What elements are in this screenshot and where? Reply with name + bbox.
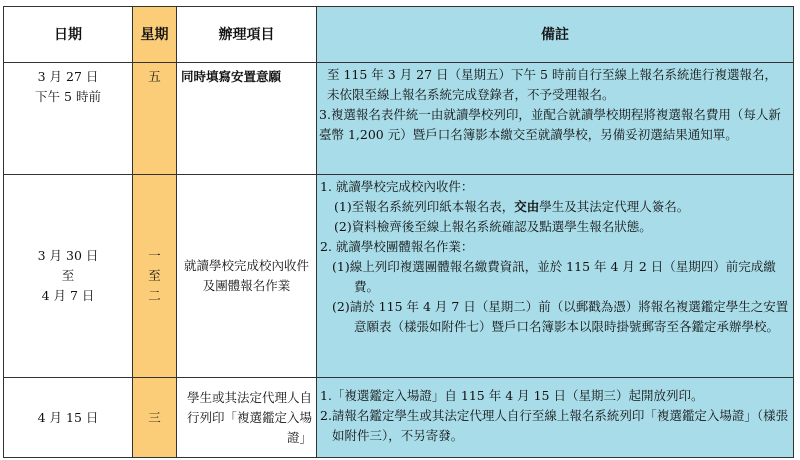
week-text: 一 (148, 248, 161, 263)
item-cell (177, 378, 317, 458)
time-text: 下午 5 時前 (35, 89, 101, 104)
note-line: 1.「複選鑑定入場證」自 115 年 4 月 15 日（星期三）起開放列印。 (320, 388, 704, 403)
note-cell (317, 175, 794, 378)
date-text: 至 (61, 268, 75, 283)
table-row (4, 175, 794, 378)
date-text: 4 月 15 日 (37, 409, 99, 425)
week-cell (133, 63, 177, 175)
header-date: 日期 (4, 7, 133, 63)
item-text: 學生或其法定代理人自行列印「複選鑑定入場證」 (186, 389, 312, 445)
item-cell (177, 175, 317, 378)
date-text: 4 月 7 日 (41, 288, 95, 303)
header-item: 辦理項目 (177, 7, 317, 63)
note-line: (2)請於 115 年 4 月 7 日（星期二）前（以郵戳為憑）將報名複選鑑定學生之安置意願表（樣張如附件七）暨戶口名簿影本以限時掛號郵寄至各鑑定承辦學校。 (332, 299, 789, 334)
table-row (4, 63, 794, 175)
week-text: 三 (148, 409, 161, 425)
item-text: 就讀學校完成校內收件及團體報名作業 (183, 258, 309, 293)
week-cell (133, 175, 177, 378)
date-cell (4, 378, 133, 458)
note-cell (317, 378, 794, 458)
week-text: 至 (148, 268, 161, 283)
week-text: 二 (148, 288, 161, 303)
note-line: (1)至報名系統列印紙本報名表，交由學生及其法定代理人簽名。 (334, 199, 690, 214)
table-row (4, 378, 794, 458)
date-cell (4, 63, 133, 175)
header-week: 星期 (133, 7, 177, 63)
note-line: 3.複選報名表件統一由就讀學校列印，並配合就讀學校期程將複選報名費用（每人新臺幣 1,200 元）暨戶口名簿影本繳交至就讀學校，另備妥初選結果通知單。 (319, 107, 781, 142)
week-text: 五 (148, 69, 161, 84)
date-text: 3 月 27 日 (37, 69, 99, 84)
note-line: 至 115 年 3 月 27 日（星期五）下午 5 時前自行至線上報名系統進行複選報名，未依限至線上報名系統完成登錄者，不予受理報名。 (327, 67, 777, 102)
note-line: 2. 就讀學校團體報名作業： (320, 239, 474, 254)
header-note: 備註 (317, 7, 794, 63)
note-line: 1. 就讀學校完成校內收件： (320, 179, 474, 194)
item-text: 同時填寫安置意願 (181, 69, 282, 84)
note-line: (1)線上列印複選團體報名繳費資訊，並於 115 年 4 月 2 日（星期四）前完成繳費。 (332, 259, 776, 294)
note-cell (317, 63, 794, 175)
item-cell (177, 63, 317, 175)
header-row (4, 7, 794, 63)
date-text: 3 月 30 日 (37, 248, 99, 263)
date-cell (4, 175, 133, 378)
week-cell (133, 378, 177, 458)
note-line: 2.請報名鑑定學生或其法定代理人自行至線上報名系統列印「複選鑑定入場證」（樣張如附件三），不另寄發。 (320, 408, 789, 443)
schedule-table (3, 6, 794, 458)
note-line: (2)資料檢齊後至線上報名系統確認及點選學生報名狀態。 (334, 219, 652, 234)
